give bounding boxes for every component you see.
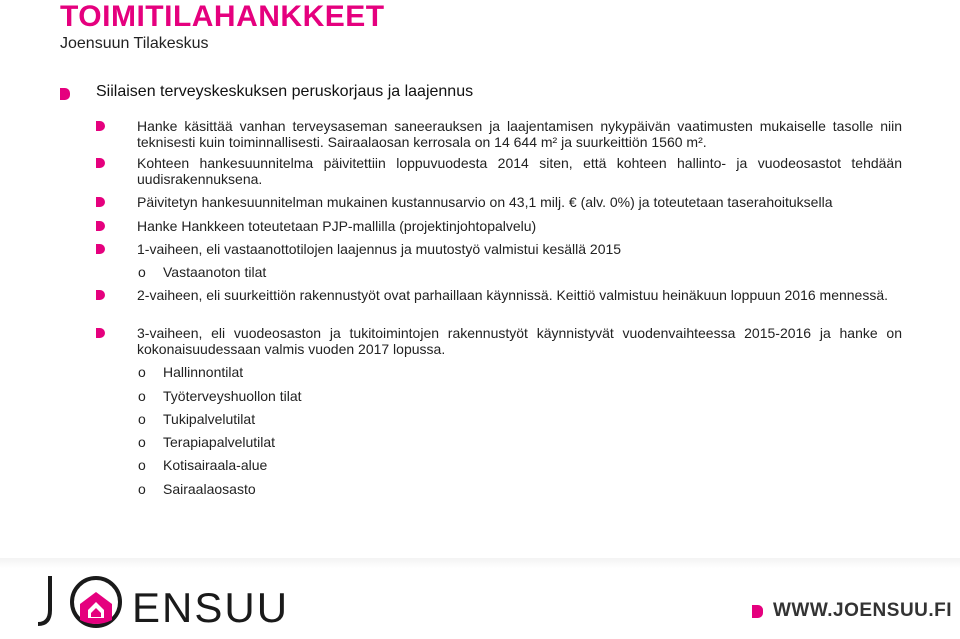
paragraph-overview: Hanke käsittää vanhan terveysaseman saneerauksen ja laajentamisen nykypäivän vaatimusten mukaiselle tasolle niin teknisesti kuin toiminnallisesti. Sairaalaosan kerrosala on 14 644 m² ja suurkeittiön 1560 m². [137,118,902,150]
bullet-icon [60,88,70,100]
phase3-item: Työterveyshuollon tilat [163,388,302,404]
phase3-item: Hallinnontilat [163,364,244,380]
bullet-icon [752,605,763,618]
website-link[interactable] [752,600,952,622]
page-subtitle: Joensuun Tilakeskus [60,35,209,52]
paragraph-phase3: 3-vaiheen, eli vuodeosaston ja tukitoimintojen rakennustyöt käynnistyvät vuodenvaihteessa 2015-2016 ja hanke on kokonaisuudessaan valmis vuoden 2017 lopussa. [137,325,902,357]
paragraph-phase1: 1-vaiheen, eli vastaanottotilojen laajennus ja muutostyö valmistui kesällä 2015 [137,241,622,257]
bullet-icon [96,221,105,231]
bullet-icon [96,121,105,131]
bullet-icon [96,158,105,168]
footer-divider [0,558,960,568]
subbullet-marker: o [138,388,146,404]
paragraph-model: Hanke Hankkeen toteutetaan PJP-mallilla (projektinjohtopalvelu) [137,218,537,234]
subbullet-marker: o [138,364,146,380]
phase3-item: Terapiapalvelutilat [163,434,276,450]
bullet-icon [96,244,105,254]
phase3-item: Sairaalaosasto [163,481,256,497]
paragraph-phase2: 2-vaiheen, eli suurkeittiön rakennustyöt ovat parhaillaan käynnissä. Keittiö valmistuu heinäkuun loppuun 2016 mennessä. [137,287,889,303]
bullet-icon [96,290,105,300]
page-title: TOIMITILAHANKKEET [60,0,385,33]
subbullet-marker: o [138,434,146,450]
bullet-icon [96,197,105,207]
subbullet-marker: o [138,481,146,497]
paragraph-cost: Päivitetyn hankesuunnitelman mukainen kustannusarvio on 43,1 milj. € (alv. 0%) ja toteutetaan taserahoituksella [137,194,833,210]
svg-text:ENSUU: ENSUU [132,584,290,630]
website-url[interactable]: WWW.JOENSUU.FI [773,600,953,621]
subbullet-marker: o [138,411,146,427]
subbullet-marker: o [138,457,146,473]
phase1-item: Vastaanoton tilat [163,264,267,280]
phase3-item: Kotisairaala-alue [163,457,268,473]
phase3-item: Tukipalvelutilat [163,411,256,427]
paragraph-plan-update: Kohteen hankesuunnitelma päivitettiin loppuvuodesta 2014 siten, että kohteen hallinto- ja vuodeosastot tehdään uudisrakennuksena. [137,155,902,187]
bullet-icon [96,328,105,338]
joensuu-logo [36,570,336,630]
section-heading: Siilaisen terveyskeskuksen peruskorjaus ja laajennus [96,83,474,100]
subbullet-marker: o [138,264,146,280]
